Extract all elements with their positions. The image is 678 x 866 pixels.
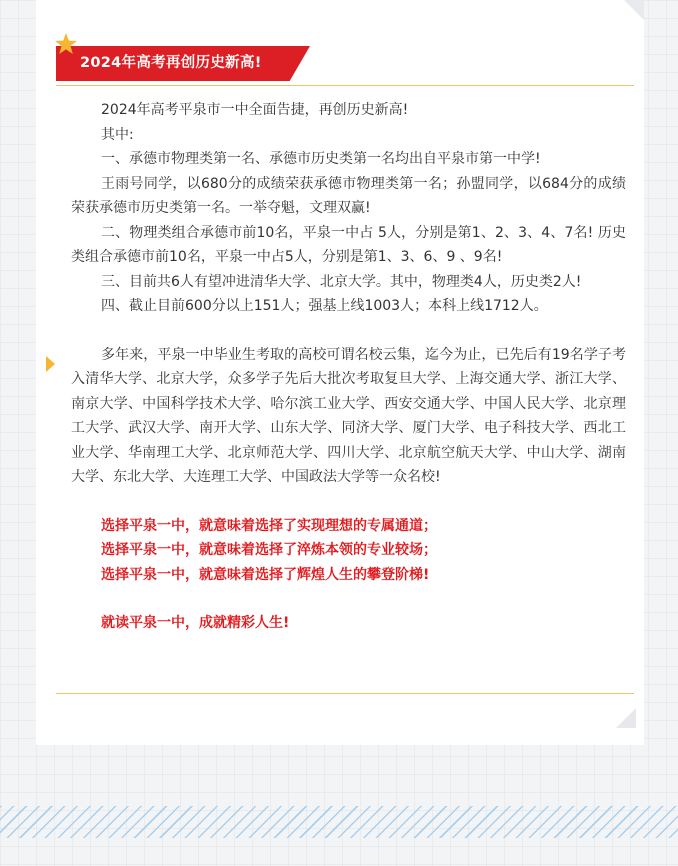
slogan-line: 选择平泉一中，就意味着选择了实现理想的专属通道； (101, 517, 437, 534)
intro-paragraph: 2024年高考平泉市一中全面告捷，再创历史新高! (101, 102, 409, 118)
history-paragraph: 多年来，平泉一中毕业生考取的高校可谓名校云集，迄今为止，已先后有19名学子考入清华大学、北京大学，众多学子先后大批次考取复旦大学、上海交通大学、浙江大学、南京大学、中国科学技术大学、哈尔滨工业大学、西安交通大学、中国人民大学、北京理工大学、武汉大学、南开大学、山东大学、同济大学、厦门大学、电子科技大学、西北工业大学、华南理工大学、北京师范大学、四川大学、北京航空航天大学、中山大学、湖南大学、东北大学、大连理工大学、中国政法大学等一众名校! (71, 346, 626, 485)
article-body (71, 98, 626, 636)
decorative-stripes (0, 806, 678, 838)
page-fold-corner-top (624, 0, 644, 20)
point-1-detail-paragraph: 王雨号同学，以680分的成绩荣获承德市物理类第一名；孙盟同学，以684分的成绩荣获承德市历史类第一名。一举夺魁，文理双赢! (71, 175, 626, 216)
point-3-paragraph: 三、目前共6人有望冲进清华大学、北京大学。其中，物理类4人，历史类2人! (101, 273, 582, 290)
triangle-pointer-icon (46, 356, 55, 372)
star-icon (54, 32, 78, 56)
divider-bottom (56, 693, 634, 694)
lead-paragraph: 其中: (101, 126, 134, 143)
page-fold-corner-bottom (616, 708, 636, 728)
slogan-line: 选择平泉一中，就意味着选择了淬炼本领的专业较场； (101, 542, 437, 558)
closing-slogan: 就读平泉一中，成就精彩人生! (101, 615, 290, 631)
slogan-line: 选择平泉一中，就意味着选择了辉煌人生的攀登阶梯! (101, 566, 430, 583)
page-title: 2024年高考再创历史新高! (80, 55, 262, 71)
point-4-paragraph: 四、截止目前600分以上151人；强基上线1003人；本科上线1712人。 (101, 298, 548, 314)
point-2-paragraph: 二、物理类组合承德市前10名，平泉一中占 5人，分别是第1、2、3、4、7名! 历史类组合承德市前10名，平泉一中占5人，分别是第1、3、6、9 、9名! (71, 224, 626, 265)
divider-top (56, 85, 634, 86)
point-1-paragraph: 一、承德市物理类第一名、承德市历史类第一名均出自平泉市第一中学! (101, 151, 541, 167)
